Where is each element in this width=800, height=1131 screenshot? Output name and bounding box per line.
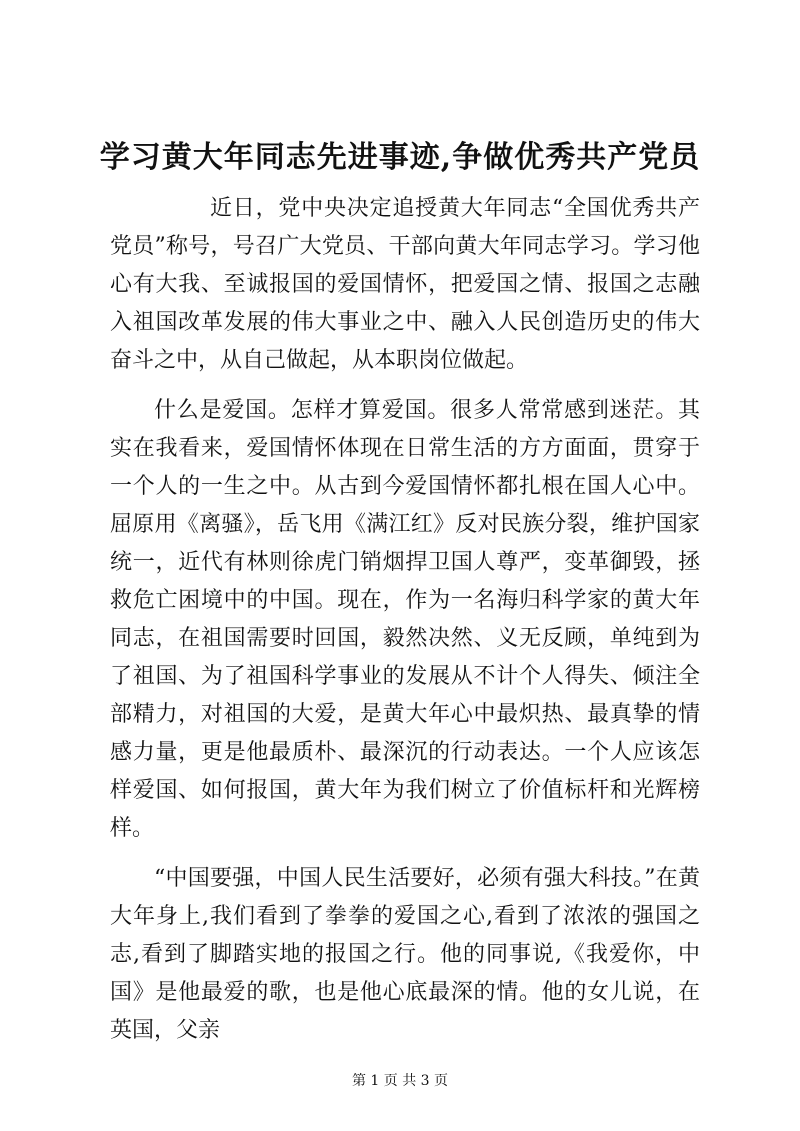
document-body bbox=[110, 190, 700, 1050]
document-title: 学习黄大年同志先进事迹,争做优秀共产党员 bbox=[99, 140, 701, 175]
page-number-footer: 第 1 页 共 3 页 bbox=[351, 1073, 449, 1089]
paragraph: 近日，党中央决定追授黄大年同志“全国优秀共产党员”称号，号召广大党员、干部向黄大年同志学习。学习他心有大我、至诚报国的爱国情怀，把爱国之情、报国之志融入祖国改革发展的伟大事业之中、融入人民创造历史的伟大奋斗之中，从自己做起，从本职岗位做起。 bbox=[110, 196, 700, 373]
paragraph: 什么是爱国。怎样才算爱国。很多人常常感到迷茫。其实在我看来，爱国情怀体现在日常生活的方方面面，贯穿于一个人的一生之中。从古到今爱国情怀都扎根在国人心中。屈原用《离骚》，岳飞用《满江红》反对民族分裂，维护国家统一，近代有林则徐虎门销烟捍卫国人尊严，变革御毁，拯救危亡困境中的中国。现在，作为一名海归科学家的黄大年同志，在祖国需要时回国，毅然决然、义无反顾，单纯到为了祖国、为了祖国科学事业的发展从不计个人得失、倾注全部精力，对祖国的大爱，是黄大年心中最炽热、最真挚的情感力量，更是他最质朴、最深沉的行动表达。一个人应该怎样爱国、如何报国，黄大年为我们树立了价值标杆和光辉榜样。 bbox=[110, 398, 700, 841]
paragraph: “中国要强，中国人民生活要好，必须有强大科技。”在黄大年身上,我们看到了拳拳的爱国之心,看到了浓浓的强国之志,看到了脚踏实地的报国之行。他的同事说,《我爱你，中国》是他最爱的歌，也是他心底最深的情。他的女儿说，在英国，父亲 bbox=[110, 866, 700, 1043]
